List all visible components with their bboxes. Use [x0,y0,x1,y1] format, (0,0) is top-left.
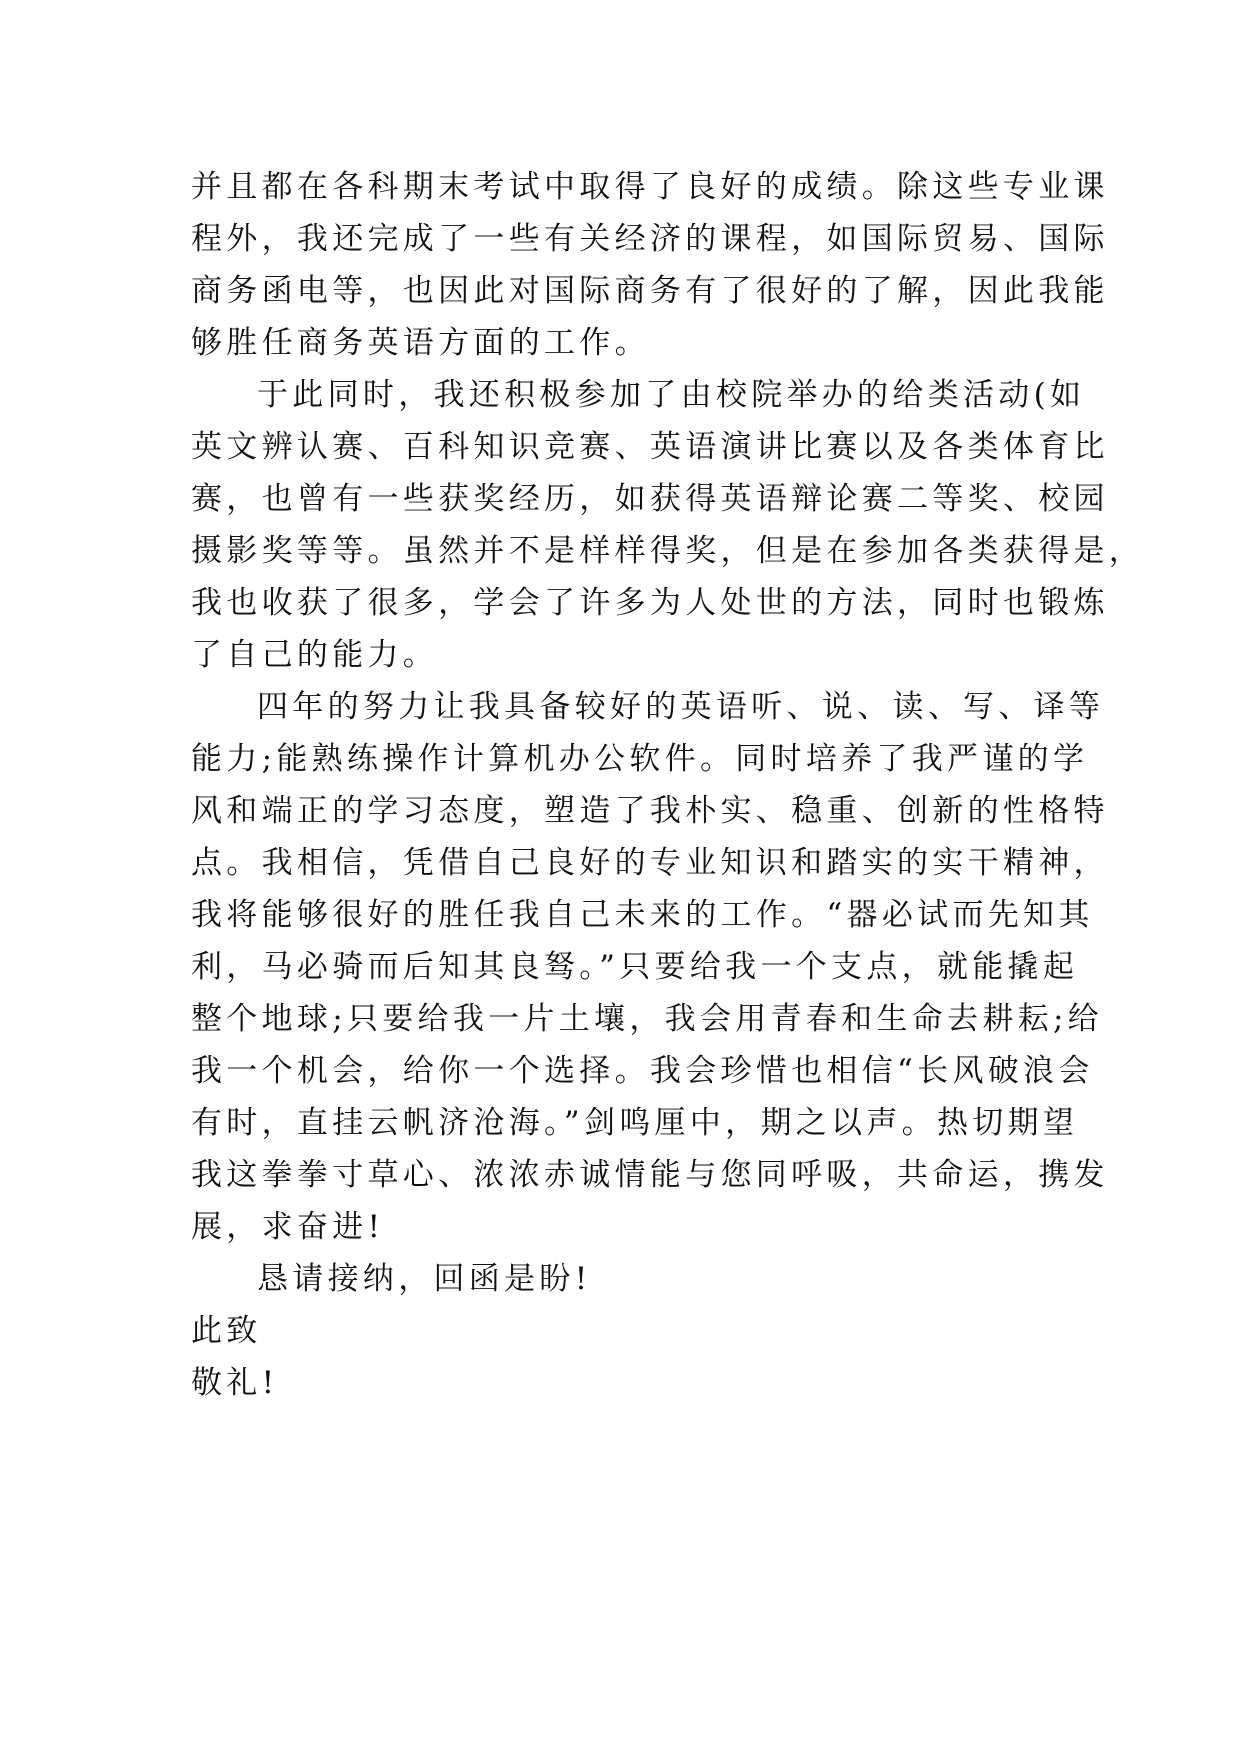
text-line: 赛，也曾有一些获奖经历，如获得英语辩论赛二等奖、校园 [191,481,1109,517]
paragraph-start-line: 于此同时，我还积极参加了由校院举办的给类活动(如 [257,377,1086,413]
text-line: 我这拳拳寸草心、浓浓赤诚情能与您同呼吸，共命运，携发 [191,1157,1109,1193]
text-line: 并且都在各科期末考试中取得了良好的成绩。除这些专业课 [191,169,1109,205]
text-line: 展，求奋进! [191,1209,385,1245]
salutation-cizhi: 此致 [191,1313,262,1349]
text-line: 摄影奖等等。虽然并不是样样得奖，但是在参加各类获得是， [191,533,1145,569]
text-line: 我将能够很好的胜任我自己未来的工作。“器必试而先知其 [191,897,1094,933]
text-line: 商务函电等，也因此对国际商务有了很好的了解，因此我能 [191,273,1109,309]
text-line: 利，马必骑而后知其良驽。”只要给我一个支点，就能撬起 [191,949,1079,985]
closing-request: 恳请接纳，回函是盼! [257,1261,592,1297]
text-line: 程外，我还完成了一些有关经济的课程，如国际贸易、国际 [191,221,1109,257]
paragraph-start-line: 四年的努力让我具备较好的英语听、说、读、写、译等 [257,689,1105,725]
text-line: 够胜任商务英语方面的工作。 [191,325,650,361]
text-line: 我一个机会，给你一个选择。我会珍惜也相信“长风破浪会 [191,1053,1094,1089]
text-line: 能力;能熟练操作计算机办公软件。同时培养了我严谨的学 [191,741,1089,777]
text-line: 风和端正的学习态度，塑造了我朴实、稳重、创新的性格特 [191,793,1109,829]
salutation-jingli: 敬礼! [191,1365,279,1401]
text-line: 英文辨认赛、百科知识竞赛、英语演讲比赛以及各类体育比 [191,429,1109,465]
text-line: 点。我相信，凭借自己良好的专业知识和踏实的实干精神， [191,845,1109,881]
text-line: 整个地球;只要给我一片土壤，我会用青春和生命去耕耘;给 [191,1001,1103,1037]
text-line: 了自己的能力。 [191,637,439,673]
text-line: 我也收获了很多，学会了许多为人处世的方法，同时也锻炼 [191,585,1109,621]
text-line: 有时，直挂云帆济沧海。”剑鸣厘中，期之以声。热切期望 [191,1105,1079,1141]
